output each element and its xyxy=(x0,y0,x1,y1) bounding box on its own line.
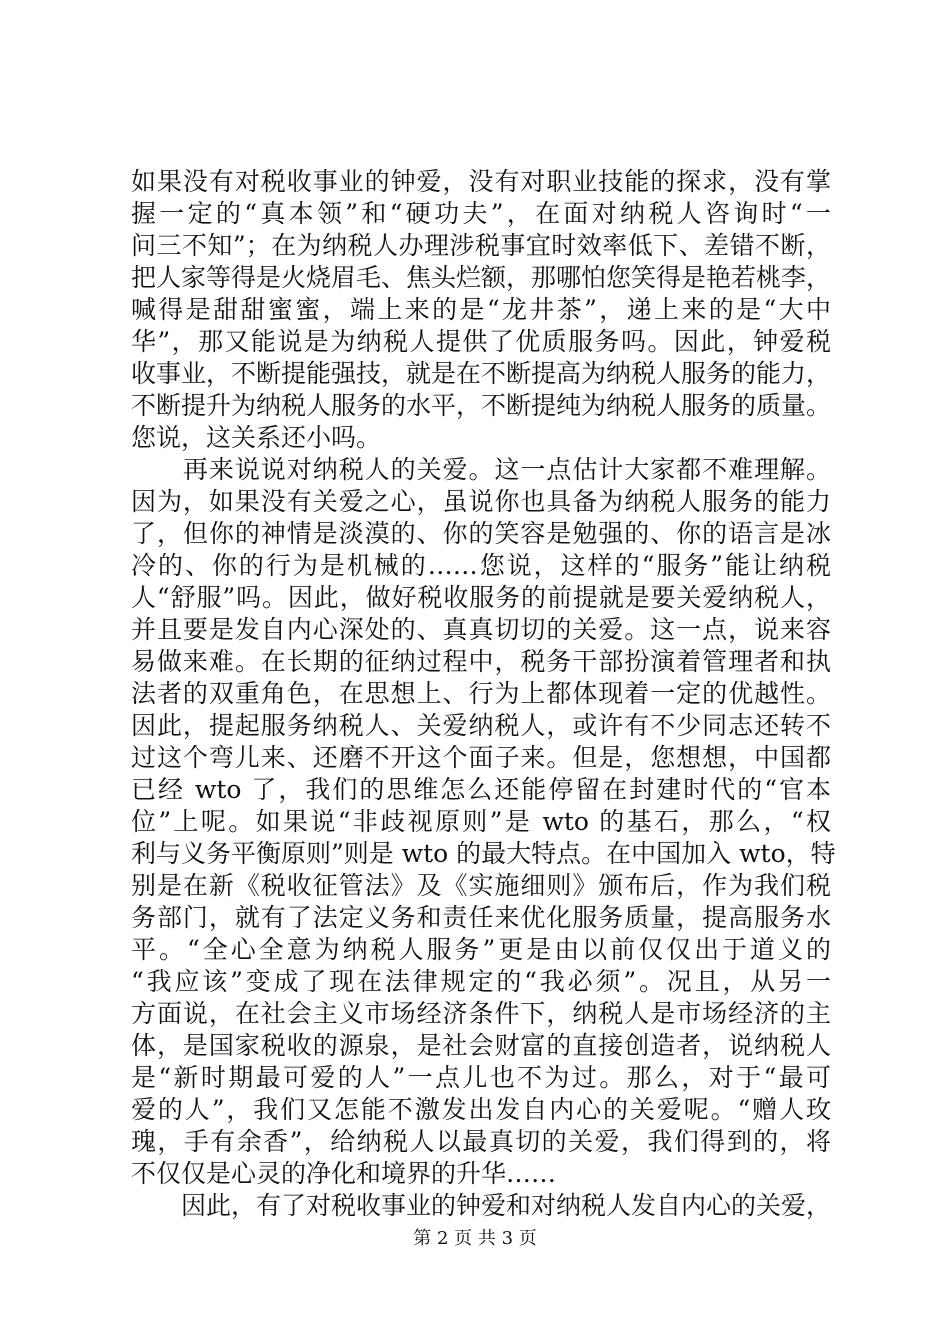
text-line: 并且要是发自内心深处的、真真切切的关爱。这一点，说来容 xyxy=(131,615,831,644)
text-line: 因此，有了对税收事业的钟爱和对纳税人发自内心的关爱， xyxy=(131,1191,832,1220)
text-line: 法者的双重角色，在思想上、行为上都体现着一定的优越性。 xyxy=(131,679,831,708)
text-line: 易做来难。在长期的征纳过程中，税务干部扮演着管理者和执 xyxy=(131,647,831,676)
text-line: 冷的、你的行为是机械的……您说，这样的“服务”能让纳税 xyxy=(131,551,831,580)
text-line: 收事业，不断提能强技，就是在不断提高为纳税人服务的能力， xyxy=(131,359,832,388)
text-line: 瑰，手有余香”，给纳税人以最真切的关爱，我们得到的，将 xyxy=(131,1127,831,1156)
text-line: 过这个弯儿来、还磨不开这个面子来。但是，您想想，中国都 xyxy=(131,743,831,772)
text-line: 平。“全心全意为纳税人服务”更是由以前仅仅出于道义的 xyxy=(131,935,831,964)
text-line: “我应该”变成了现在法律规定的“我必须”。况且，从另一 xyxy=(131,967,831,996)
text-line: 问三不知”；在为纳税人办理涉税事宜时效率低下、差错不断， xyxy=(131,231,831,260)
text-line: 位”上呢。如果说“非歧视原则”是 wto 的基石，那么，“权 xyxy=(131,807,831,836)
text-line: 是“新时期最可爱的人”一点儿也不为过。那么，对于“最可 xyxy=(131,1063,831,1092)
text-line: 了，但你的神情是淡漠的、你的笑容是勉强的、你的语言是冰 xyxy=(131,519,831,548)
text-line: 华”，那又能说是为纳税人提供了优质服务吗。因此，钟爱税 xyxy=(131,327,831,356)
text-line: 握一定的“真本领”和“硬功夫”，在面对纳税人咨询时“一 xyxy=(131,199,831,228)
text-line: 务部门，就有了法定义务和责任来优化服务质量，提高服务水 xyxy=(131,903,831,932)
text-line: 已经 wto 了，我们的思维怎么还能停留在封建时代的“官本 xyxy=(131,775,831,804)
page-footer: 第 2 页 共 3 页 xyxy=(413,1228,537,1249)
text-line: 利与义务平衡原则”则是 wto 的最大特点。在中国加入 wto，特 xyxy=(131,839,836,868)
text-line: 人“舒服”吗。因此，做好税收服务的前提就是要关爱纳税人， xyxy=(131,583,831,612)
text-line: 爱的人”，我们又怎能不激发出发自内心的关爱呢。“赠人玫 xyxy=(131,1095,831,1124)
text-line: 您说，这关系还小吗。 xyxy=(131,423,382,452)
text-line: 如果没有对税收事业的钟爱，没有对职业技能的探求，没有掌 xyxy=(131,167,831,196)
text-line: 因为，如果没有关爱之心，虽说你也具备为纳税人服务的能力 xyxy=(131,487,831,516)
text-line: 不断提升为纳税人服务的水平，不断提纯为纳税人服务的质量。 xyxy=(131,391,832,420)
text-line: 体，是国家税收的源泉，是社会财富的直接创造者，说纳税人 xyxy=(131,1031,831,1060)
text-line: 别是在新《税收征管法》及《实施细则》颁布后，作为我们税 xyxy=(131,871,831,900)
text-line: 喊得是甜甜蜜蜜，端上来的是“龙井茶”，递上来的是“大中 xyxy=(131,295,831,324)
text-line: 方面说，在社会主义市场经济条件下，纳税人是市场经济的主 xyxy=(131,999,831,1028)
text-line: 因此，提起服务纳税人、关爱纳税人，或许有不少同志还转不 xyxy=(131,711,831,740)
body-text xyxy=(131,166,836,1222)
text-line: 不仅仅是心灵的净化和境界的升华…… xyxy=(131,1159,557,1188)
text-line: 再来说说对纳税人的关爱。这一点估计大家都不难理解。 xyxy=(131,455,831,484)
text-line: 把人家等得是火烧眉毛、焦头烂额，那哪怕您笑得是艳若桃李， xyxy=(131,263,832,292)
